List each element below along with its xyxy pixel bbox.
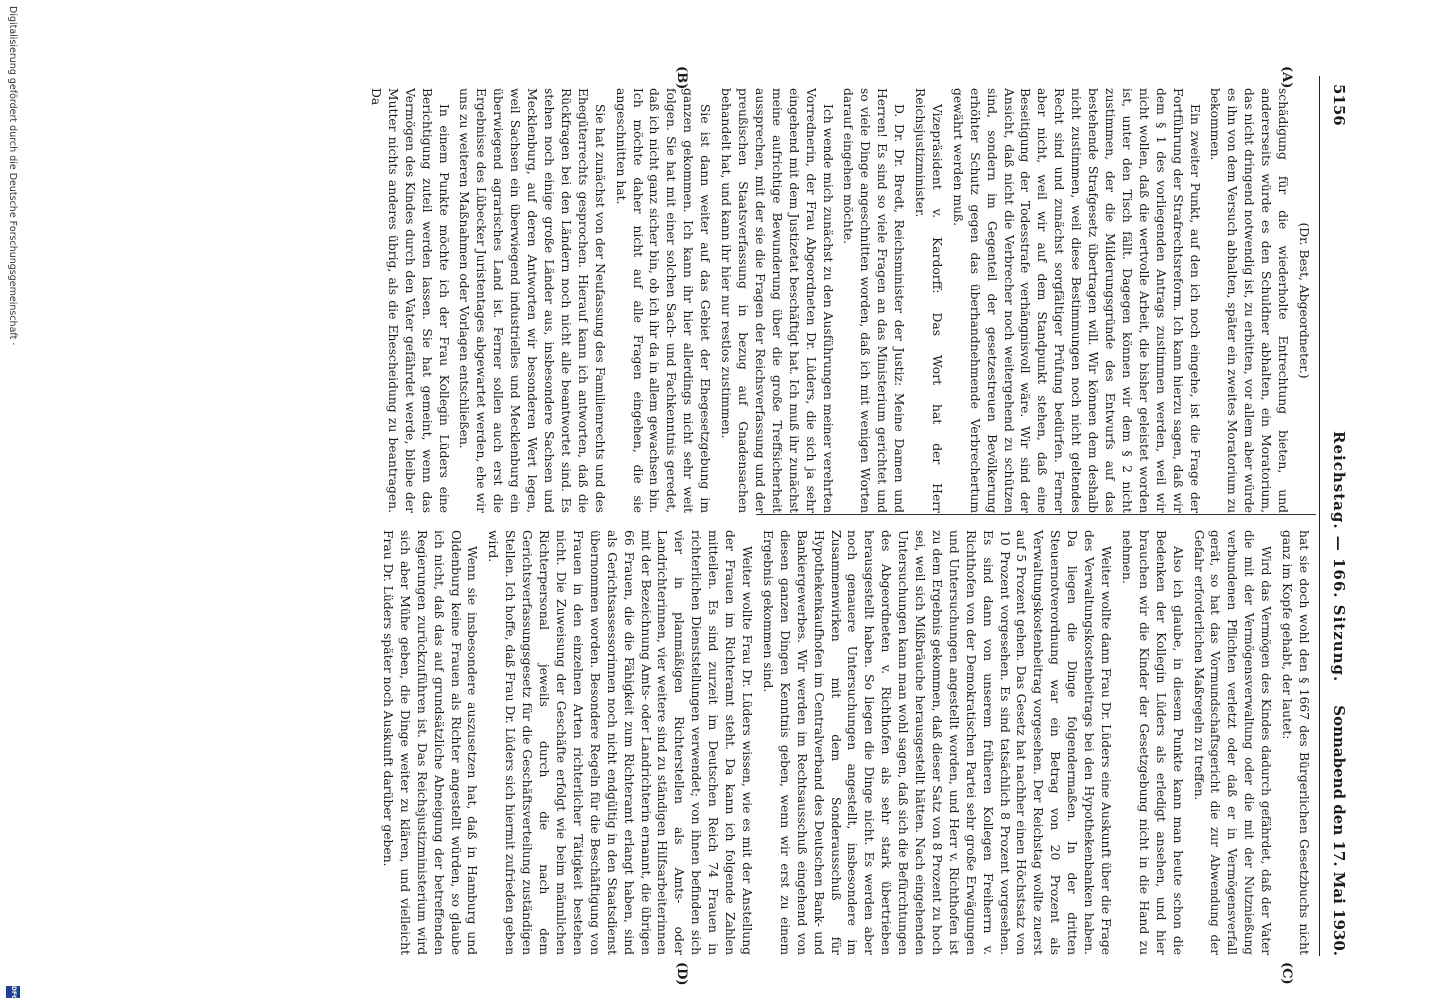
paragraph: schädigung für die wiederholte Entrechtung bieten, und andererseits würde es den Schuldner abhalten, ein Moratorium, das nicht dringend notwendig ist, zu erbitten, vor allem aber würde es ihn von dem Versuch abhalten, später ein zweites Moratorium zu bekommen. (1208, 88, 1291, 513)
margin-mark-b: (B) (674, 66, 689, 90)
page-header (1319, 76, 1354, 956)
paragraph: Sie ist dann weiter auf das Gebiet der Ehegesetzgebung im ganzen gekommen. Ich kann ihr hier allerdings nicht sehr weit folgen. Sie hat mit einer solchen Sach- und Fachkenntnis geredet, daß ich nicht ganz sicher bin, ob ich ihr da in allem gewachsen bin. Ich möchte daher nicht auf alle Fragen eingehen, die sie angeschnitten hat. (613, 88, 713, 513)
page-number: 5156 (1330, 84, 1348, 126)
right-column (375, 530, 1312, 955)
paragraph: Sie hat zunächst von der Neufassung des Familienrechts und des Ehegüterrechts gesprochen. Hierauf kann ich antworten, daß die Rückfragen bei den Ländern noch nicht alle beantwortet sind. Es stehen noch einige große Länder aus, insbesondere Sachsen und Mecklenburg, auf deren Antworten wir besonderen Wert legen, weil Sachsen ein überwiegend industrielles und Mecklenburg ein überwiegend agrarisches Land ist. Ferner sollen auch erst die Ergebnisse des Lübecker Juristentages abgewartet werden, ehe wir uns zu weiteren Maßnahmen oder Vorlagen entschließen. (457, 88, 607, 513)
dfg-logo-icon: DFG (6, 986, 20, 998)
paragraph: In einem Punkte möchte ich der Frau Kollegin Lüders eine Berichtigung zuteil werden lassen. Sie hat gemeint, wenn das Vermögen des Kindes durch den Vater gefährdet werde, bleibe der Mutter nichts anderes übrig, als die Ehescheidung zu beantragen. Da (368, 88, 451, 513)
margin-mark-d: (D) (674, 962, 689, 986)
left-column (363, 88, 1312, 513)
paragraph: D. Dr. Dr. Bredt, Reichsminister der Justiz: Meine Damen und Herren! Es sind so viele Fragen an das Ministerium gerichtet und so viele Dinge angeschnitten worden, daß ich mit wenigen Worten darauf eingehen möchte. (841, 88, 907, 513)
paragraph: Ein zweiter Punkt, auf den ich noch eingehe, ist die Frage der Fortführung der Strafrechtsreform. Ich kann hierzu sagen, daß wir dem § 1 des vorliegenden Antrags zustimmen werden, weil wir nicht wollen, daß die wertvolle Arbeit, die bisher geleistet worden ist, unter den Tisch fällt. Dagegen können wir dem § 2 nicht zustimmen, der die Milderungsgründe des Entwurfs auf das bestehende Strafgesetz übertragen will. Wir können dem deshalb nicht zustimmen, weil diese Bestimmungen noch nicht geltendes Recht sind und zunächst sorgfältiger Prüfung bedürfen. Ferner aber nicht, weil wir auf dem Standpunkt stehen, daß eine Beseitigung der Todesstrafe verhängnisvoll wäre. Wir sind der Ansicht, daß nicht die Verbrecher noch weitergehend zu schützen sind, sondern im Gegenteil der gesetzestreuen Bevölkerung erhöhter Schutz gegen das überhandnehmende Verbrechertum gewährt werden muß. (950, 88, 1202, 513)
paragraph: Weiter wollte Frau Dr. Lüders wissen, wie es mit der Anstellung der Frauen im Richteramt steht. Da kann ich folgende Zahlen mitteilen. Es sind zurzeit im Deutschen Reich 74 Frauen in richterlichen Dienststellungen verwendet; von ihnen befinden sich vier in planmäßigen Richterstellen als Amts- oder Landrichterinnen, vier weitere sind zu ständigen Hilfsarbeiterinnen mit der Bezeichnung Amts- oder Landrichterin ernannt, die übrigen 66 Frauen, die die Fähigkeit zum Richteramt erlangt haben, sind als Gerichtsassessorinnen noch nicht endgültig in den Staatsdienst übernommen worden. Besondere Regeln für die Beschäftigung von Frauen in den einzelnen Arten richterlicher Tätigkeit bestehen nicht. Die Zuweisung der Geschäfte erfolgt wie beim männlichen Richterpersonal jeweils durch die nach dem Gerichtsverfassungsgesetz für die Geschäftsverteilung zuständigen Stellen. Ich hoffe, daß Frau Dr. Lüders sich hiermit zufrieden geben wird. (486, 530, 754, 955)
margin-mark-c: (C) (1279, 962, 1294, 985)
paragraph: Wenn sie insbesondere auszusetzen hat, daß in Hamburg und Oldenburg keine Frauen als Richter angestellt würden, so glaube ich nicht, daß das auf grundsätzliche Abneigung der betreffenden Regierungen zurückzuführen ist. Das Reichsjustizministerium wird sich aber Mühe geben, die Dinge weiter zu klären, und vielleicht Frau Dr. Lüders später noch Auskunft darüber geben. (380, 530, 480, 955)
session-date: Sonnabend den 17. Mai 1930. (1330, 705, 1348, 956)
paragraph: Also ich glaube, in diesem Punkte kann man heute schon die Bedenken der Kollegin Lüders als erledigt ansehen, und hier brauchen wir die Kinder der Gesetzgebung nicht in die Hand zu nehmen. (1119, 530, 1185, 955)
quote-paragraph: Wird das Vermögen des Kindes dadurch gefährdet, daß der Vater die mit der Vermögensverwaltung oder die mit der Nutznießung verbundenen Pflichten verletzt oder daß er in Vermögensverfall gerät, so hat das Vormundschaftsgericht die zur Abwendung der Gefahr erforderlichen Maßregeln zu treffen. (1191, 530, 1274, 955)
digitization-credit: Digitalisierung gefördert durch die Deutsche Forschungsgemeinschaft · (7, 6, 18, 346)
paragraph: Weiter wollte dann Frau Dr. Lüders eine Auskunft über die Frage des Verwaltungskostenbeitrags bei den Hypothekenbanken haben. Da liegen die Dinge folgendermaßen. In der dritten Steuernotverordnung war ein Betrag von 20 Prozent als Verwaltungskostenbeitrag vorgesehen. Der Reichstag wollte zuerst auf 5 Prozent gehen. Das Gesetz hat nachher einen Höchstsatz von 10 Prozent vorgesehen. Es sind tatsächlich 8 Prozent vorgesehen. Es sind dann von unserem früheren Kollegen Freiherrn v. Richthofen von der Demokratischen Partei sehr große Erwägungen und Untersuchungen angestellt worden, und Herr v. Richthofen ist zu dem Ergebnis gekommen, daß dieser Satz von 8 Prozent zu hoch sei, weil sich Mißbräuche herausgestellt hätten. Nach eingehenden Untersuchungen kann man wohl sagen, daß sich die Befürchtungen des Abgeordneten v. Richthofen als sehr stark übertrieben herausgestellt haben. So liegen die Dinge nicht. Es werden aber noch genauere Untersuchungen angestellt, insbesondere im Zusammenwirken mit dem Sonderausschuß für Hypothekenkaufhofen im Centralverband des Deutschen Bank- und Bankiergewerbes. Wir werden im Rechtsausschuß eingehend von diesen ganzen Dingen Kenntnis geben, wenn wir erst zu einem Ergebnis gekommen sind. (760, 530, 1114, 955)
margin-mark-a: (A) (1279, 66, 1294, 89)
page-footer (0, 0, 22, 1000)
paragraph: Vizepräsident v. Kardorff: Das Wort hat der Herr Reichsjustizminister. (913, 88, 944, 513)
paragraph: Ich wende mich zunächst zu den Ausführungen meiner verehrten Vorrednerin, der Frau Abgeordneten Dr. Lüders, die sich ja sehr eingehend mit dem Justizetat beschäftigt hat. Ich muß ihr zunächst meine aufrichtige Bewunderung über die große Treffsicherheit aussprechen, mit der sie die Fragen der Reichsverfassung und der preußischen Staatsverfassung in bezug auf Gnadensachen behandelt hat, und kann ihr hier nur restlos zustimmen. (719, 88, 835, 513)
page-title: Reichstag. — 166. Sitzung. (1330, 431, 1348, 683)
column-divider (756, 514, 1316, 515)
speaker-note: (Dr. Best, Abgeordneter.) (1297, 222, 1311, 379)
paragraph: hat sie doch wohl den § 1667 des Bürgerlichen Gesetzbuchs nicht ganz im Kopfe gehabt, der lautet: (1280, 530, 1311, 955)
